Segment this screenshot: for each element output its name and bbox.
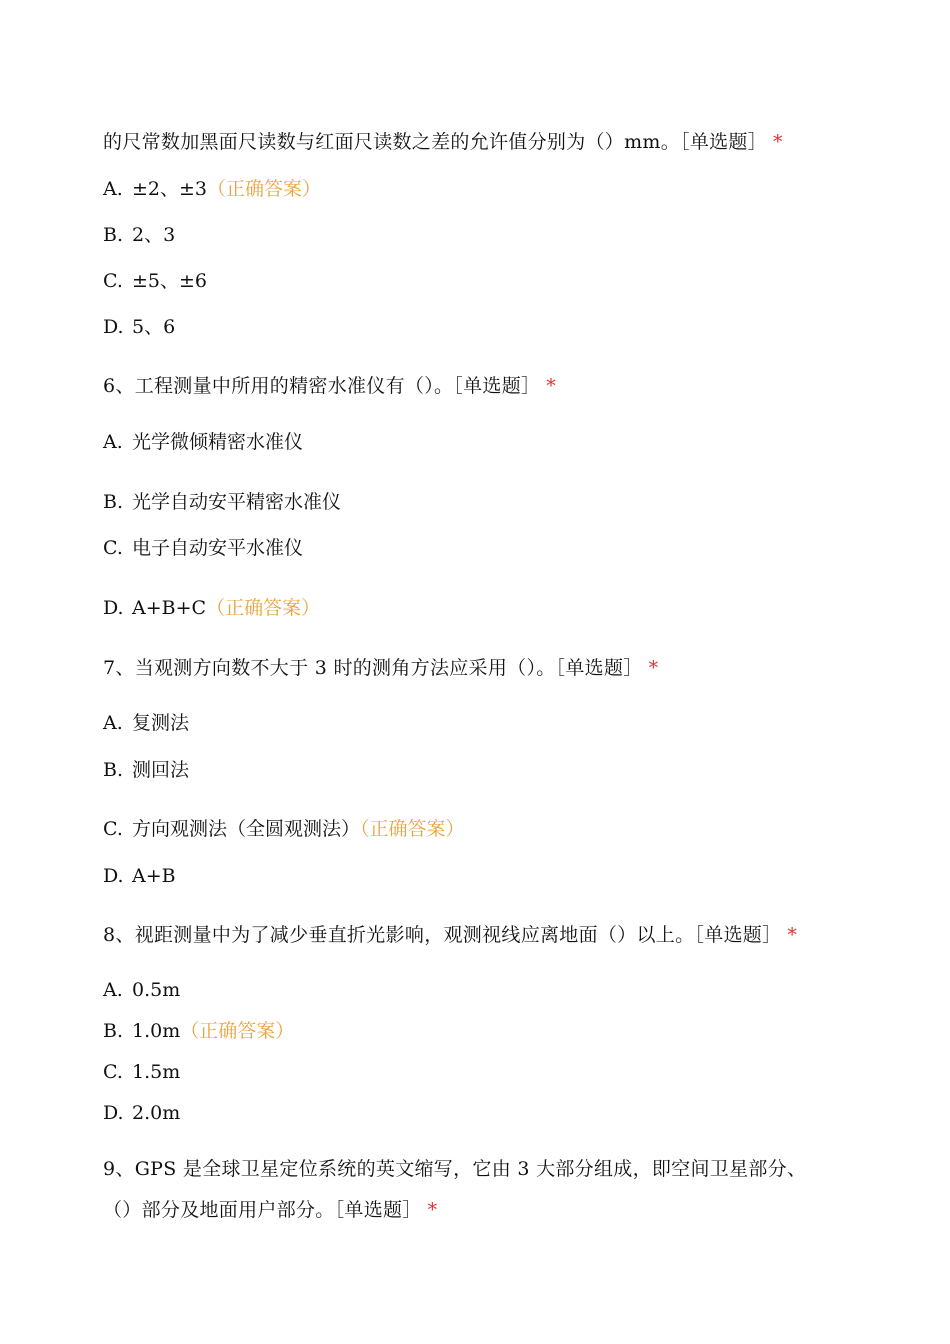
q7-option-b[interactable]: [103, 757, 850, 783]
question-5-text: [103, 129, 850, 155]
q5-option-a[interactable]: [103, 176, 850, 202]
option-text: 6、工程测量中所用的精密水准仪有（）。［单选题］: [103, 375, 541, 397]
q7-option-a[interactable]: [103, 710, 850, 736]
option-letter: D.: [103, 865, 124, 887]
option-text: 1.5m: [132, 1061, 181, 1083]
correct-answer-tag: （正确答案）: [207, 178, 322, 200]
option-letter: C.: [103, 818, 123, 840]
option-text: ±5、±6: [132, 270, 208, 292]
q5-option-d[interactable]: [103, 314, 850, 340]
option-letter: B.: [103, 759, 124, 781]
q8-option-c[interactable]: [103, 1059, 850, 1085]
q5-option-c[interactable]: [103, 268, 850, 294]
option-letter: C.: [103, 1061, 123, 1083]
question-8-text: [103, 922, 850, 948]
q8-option-a[interactable]: [103, 977, 850, 1003]
q8-option-b[interactable]: [103, 1018, 850, 1044]
q5-option-b[interactable]: [103, 222, 850, 248]
q6-option-c[interactable]: [103, 535, 850, 561]
option-text: 1.0m: [132, 1020, 181, 1042]
option-text: 电子自动安平水准仪: [132, 537, 304, 559]
text: （）部分及地面用户部分。［单选题］: [103, 1199, 422, 1221]
text: 的尺常数加黑面尺读数与红面尺读数之差的允许值分别为（）mm。［单选题］: [103, 131, 768, 153]
q6-option-a[interactable]: [103, 429, 850, 455]
option-text: 光学微倾精密水准仪: [132, 431, 304, 453]
option-letter: D.: [103, 316, 124, 338]
required-asterisk: *: [427, 1199, 438, 1221]
option-letter: A.: [103, 979, 123, 1001]
correct-answer-tag: （正确答案）: [206, 597, 321, 619]
option-letter: A.: [103, 431, 123, 453]
q7-option-c[interactable]: [103, 816, 850, 842]
option-text: 5、6: [132, 316, 176, 338]
option-text: 测回法: [132, 759, 190, 781]
option-text: 8、视距测量中为了减少垂直折光影响，观测视线应离地面（）以上。［单选题］: [103, 924, 782, 946]
q6-option-d[interactable]: [103, 595, 850, 621]
option-text: ±2、±3: [132, 178, 208, 200]
required-asterisk: *: [546, 375, 557, 397]
option-letter: A.: [103, 178, 123, 200]
option-letter: C.: [103, 537, 123, 559]
correct-answer-tag: （正确答案）: [360, 818, 465, 840]
correct-answer-tag: （正确答案）: [180, 1020, 295, 1042]
option-letter: B.: [103, 224, 124, 246]
question-7-text: [103, 655, 850, 681]
option-text: 复测法: [132, 712, 190, 734]
option-letter: D.: [103, 597, 124, 619]
option-letter: B.: [103, 491, 124, 513]
question-9-text-line-2: [103, 1197, 850, 1223]
option-letter: A.: [103, 712, 123, 734]
option-text: A+B: [132, 865, 176, 887]
option-letter: C.: [103, 270, 123, 292]
text: 9、GPS 是全球卫星定位系统的英文缩写，它由 3 大部分组成，即空间卫星部分、: [103, 1158, 807, 1180]
option-text: 光学自动安平精密水准仪: [132, 491, 342, 513]
question-9-text-line-1: [103, 1156, 850, 1182]
option-text: A+B+C: [132, 597, 207, 619]
q8-option-d[interactable]: [103, 1100, 850, 1126]
required-asterisk: *: [773, 131, 783, 153]
option-text: 0.5m: [132, 979, 181, 1001]
option-text: 2.0m: [132, 1102, 181, 1124]
question-6-text: [103, 373, 850, 399]
option-letter: B.: [103, 1020, 124, 1042]
option-letter: D.: [103, 1102, 124, 1124]
option-text: 2、3: [132, 224, 176, 246]
q7-option-d[interactable]: [103, 863, 850, 889]
option-text: 7、当观测方向数不大于 3 时的测角方法应采用（）。［单选题］: [103, 657, 643, 679]
required-asterisk: *: [787, 924, 798, 946]
option-text: 方向观测法（全圆观测法）: [132, 818, 361, 840]
q6-option-b[interactable]: [103, 489, 850, 515]
required-asterisk: *: [648, 657, 659, 679]
